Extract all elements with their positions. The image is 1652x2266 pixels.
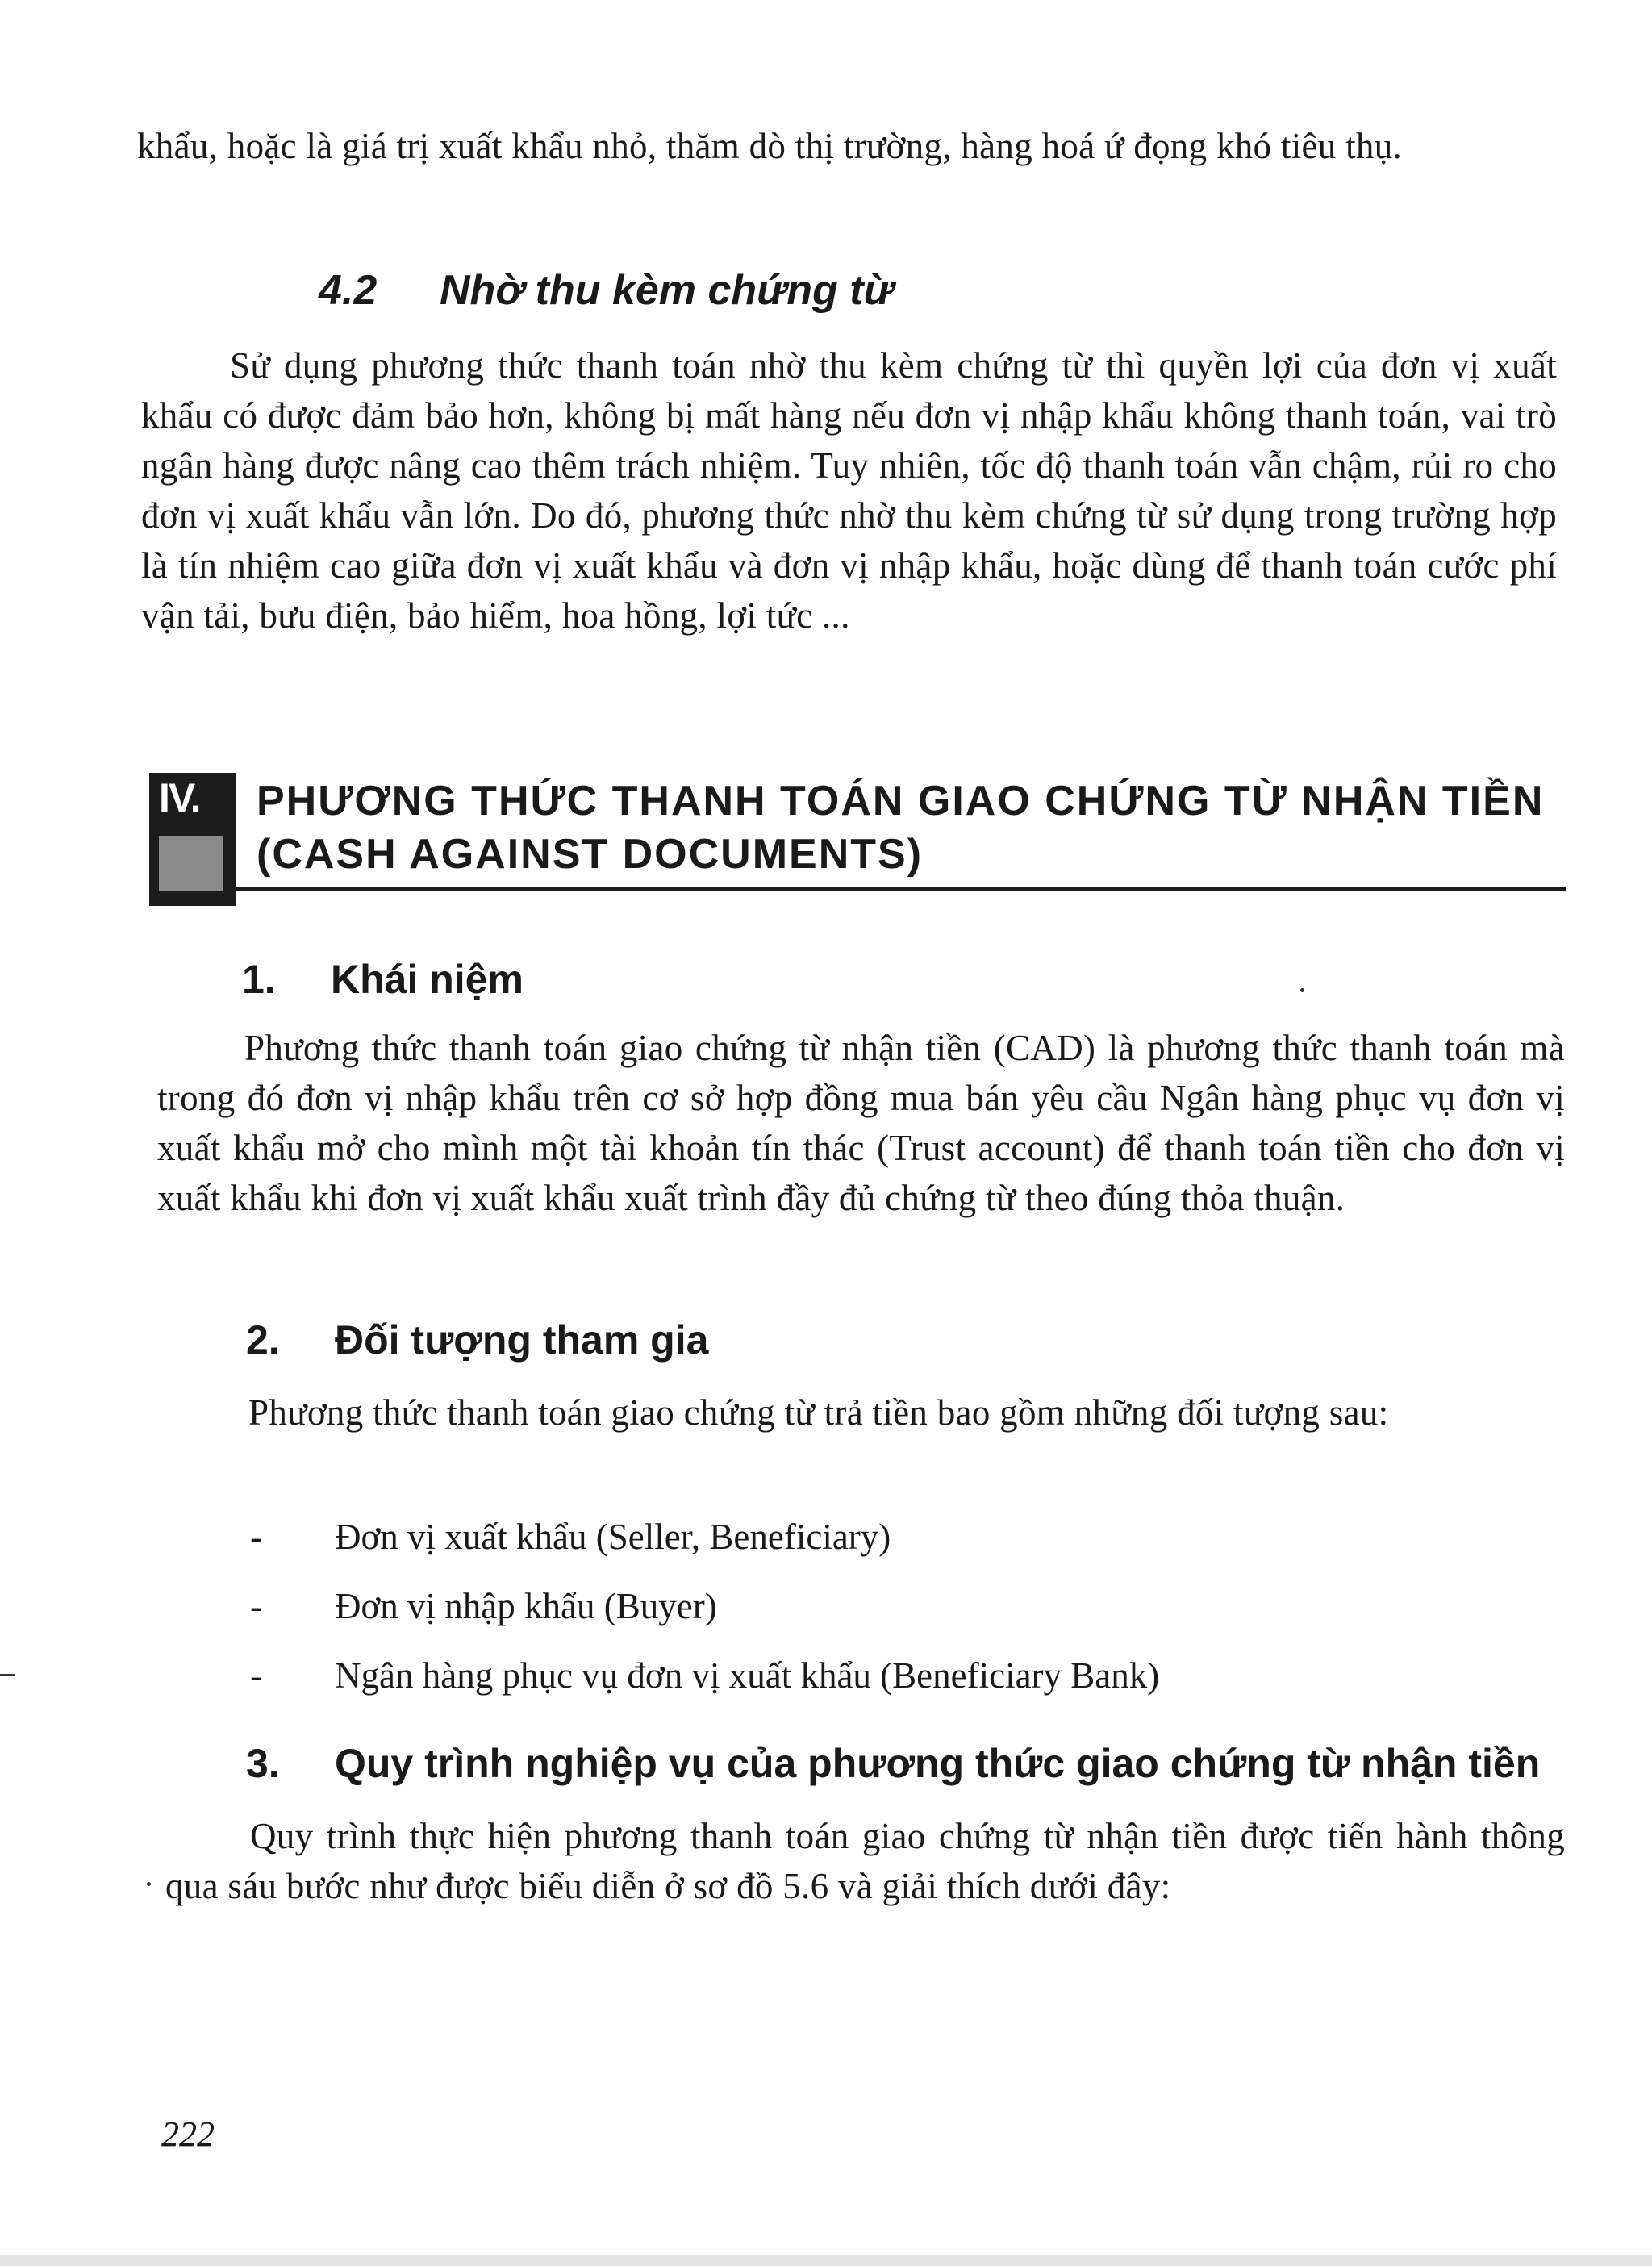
section-title: PHƯƠNG THỨC THANH TOÁN GIAO CHỨNG TỪ NHẬN TIỀN (CASH AGAINST DOCUMENTS) — [257, 778, 1545, 878]
heading-number: 4.2 — [319, 267, 378, 314]
heading-number: 3. — [246, 1741, 280, 1786]
heading-title: Đối tượng tham gia — [335, 1317, 709, 1363]
heading-title: Quy trình nghiệp vụ của phương thức giao chứng từ nhận tiền — [335, 1741, 1541, 1786]
heading-4-2 — [319, 266, 894, 315]
list-item — [250, 1502, 1159, 1571]
list-item — [250, 1641, 1159, 1710]
paragraph-intro: khẩu, hoặc là giá trị xuất khẩu nhỏ, thăm dò thị trường, hàng hoá ứ đọng khó tiêu thụ. — [137, 126, 1403, 166]
paragraph-4-2: Sử dụng phương thức thanh toán nhờ thu kèm chứng từ thì quyền lợi của đơn vị xuất khẩu có được đảm bảo hơn, không bị mất hàng nếu đơn vị nhập khẩu không thanh toán, vai trò ngân hàng được nâng cao thêm trách nhiệm. Tuy nhiên, tốc độ thanh toán vẫn chậm, rủi ro cho đơn vị xuất khẩu vẫn lớn. Do đó, phương thức nhờ thu kèm chứng từ sử dụng trong trường hợp là tín nhiệm cao giữa đơn vị xuất khẩu và đơn vị nhập khẩu, hoặc dùng để thanh toán cước phí vận tải, bưu điện, bảo hiểm, hoa hồng, lợi tức ... — [141, 345, 1557, 636]
participant-list — [250, 1502, 1159, 1710]
heading-number: 2. — [246, 1317, 280, 1363]
paragraph-3: Quy trình thực hiện phương thanh toán giao chứng từ nhận tiền được tiến hành thông qua sáu bước như được biểu diễn ở sơ đồ 5.6 và giải thích dưới đây: — [165, 1816, 1565, 1906]
heading-1 — [242, 956, 524, 1003]
page-number: 222 — [161, 2114, 215, 2154]
list-item-text: Đơn vị xuất khẩu (Seller, Beneficiary) — [335, 1517, 891, 1557]
list-item — [250, 1571, 1159, 1641]
list-dash: - — [250, 1655, 262, 1696]
scan-bottom-edge — [0, 2255, 1652, 2266]
list-dash: - — [250, 1517, 262, 1557]
section-badge-notch — [159, 836, 223, 891]
heading-2 — [246, 1317, 708, 1363]
list-item-text: Ngân hàng phục vụ đơn vị xuất khẩu (Beneficiary Bank) — [335, 1655, 1160, 1696]
scan-edge-mark — [0, 1674, 15, 1676]
section-badge — [149, 773, 236, 906]
section-badge-label: IV. — [159, 775, 200, 820]
scan-speck — [1300, 988, 1304, 992]
list-dash: - — [250, 1586, 262, 1626]
paragraph-1: Phương thức thanh toán giao chứng từ nhận tiền (CAD) là phương thức thanh toán mà trong đó đơn vị nhập khẩu trên cơ sở hợp đồng mua bán yêu cầu Ngân hàng phục vụ đơn vị xuất khẩu mở cho mình một tài khoản tín thác (Trust account) để thanh toán tiền cho đơn vị xuất khẩu khi đơn vị xuất khẩu xuất trình đầy đủ chứng từ theo đúng thỏa thuận. — [157, 1028, 1565, 1218]
scan-speck — [147, 1882, 151, 1886]
heading-3 — [246, 1740, 1540, 1787]
heading-number: 1. — [242, 957, 276, 1002]
heading-title: Khái niệm — [331, 957, 524, 1002]
list-item-text: Đơn vị nhập khẩu (Buyer) — [335, 1586, 717, 1626]
paragraph-2: Phương thức thanh toán giao chứng từ trả tiền bao gồm những đối tượng sau: — [248, 1392, 1389, 1433]
heading-title: Nhờ thu kèm chứng từ — [440, 267, 894, 314]
section-rule — [236, 887, 1566, 891]
